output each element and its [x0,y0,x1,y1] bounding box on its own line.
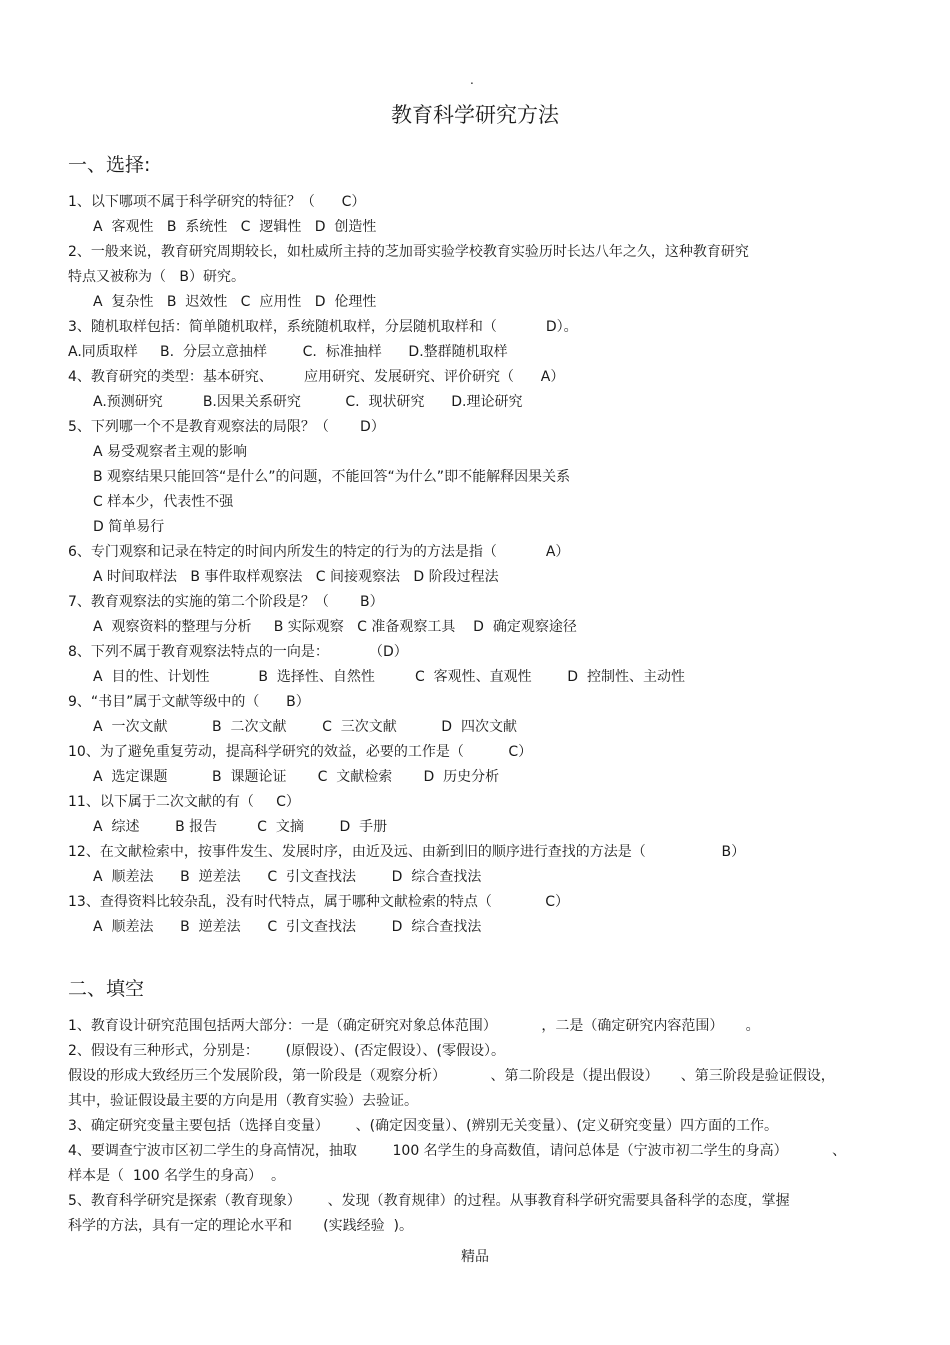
question-line: 13、查得资料比较杂乱，没有时代特点，属于哪种文献检索的特点（ C） [68,894,569,910]
question-line: A 顺差法 B 逆差法 C 引文查找法 D 综合查找法 [93,919,482,935]
question-line: 2、一般来说，教育研究周期较长，如杜威所主持的芝加哥实验学校教育实验历时长达八年之久，这种教育研究 [68,244,749,260]
question-line: 9、“书目”属于文献等级中的（ B） [68,694,310,710]
fill-questions [68,1014,898,1239]
question-line: A 综述 B 报告 C 文摘 D 手册 [93,819,388,835]
section-heading-fill: 二、填空 [68,978,145,1000]
question-line: B 观察结果只能回答“是什么”的问题，不能回答“为什么”即不能解释因果关系 [93,469,571,485]
question-line: C 样本少，代表性不强 [93,494,234,510]
question-line: 假设的形成大致经历三个发展阶段，第一阶段是（观察分析） 、第二阶段是（提出假设） 、第三阶段是验证假设， [68,1068,835,1084]
question-line: 其中，验证假设最主要的方向是用（教育实验）去验证。 [68,1093,418,1109]
question-line: 6、专门观察和记录在特定的时间内所发生的特定的行为的方法是指（ A） [68,544,570,560]
question-line: 3、随机取样包括：简单随机取样，系统随机取样，分层随机取样和（ D）。 [68,319,578,335]
choice-questions [68,190,898,940]
question-line: A 时间取样法 B 事件取样观察法 C 间接观察法 D 阶段过程法 [93,569,499,585]
question-line: 7、教育观察法的实施的第二个阶段是？（ B） [68,594,384,610]
question-line: 11、以下属于二次文献的有（ C） [68,794,300,810]
question-line: 10、为了避免重复劳动，提高科学研究的效益，必要的工作是（ C） [68,744,533,760]
header-dot: . [470,73,474,87]
question-line: 12、在文献检索中，按事件发生、发展时序，由近及远、由新到旧的顺序进行查找的方法是（ B） [68,844,746,860]
question-line: A 易受观察者主观的影响 [93,444,248,460]
question-line: 样本是（ 100 名学生的身高） 。 [68,1168,285,1184]
question-line: 3、确定研究变量主要包括（选择自变量） 、(确定因变量）、(辨别无关变量）、(定义研究变量）四方面的工作。 [68,1118,778,1134]
question-line: 8、下列不属于教育观察法特点的一向是： （D） [68,644,408,660]
question-line: A 一次文献 B 二次文献 C 三次文献 D 四次文献 [93,719,517,735]
question-line: 特点又被称为（ B）研究。 [68,269,245,285]
question-line: 1、教育设计研究范围包括两大部分：一是（确定研究对象总体范围） ，二是（确定研究内容范围） 。 [68,1018,760,1034]
document-title: 教育科学研究方法 [391,103,559,127]
question-line: A 选定课题 B 课题论证 C 文献检索 D 历史分析 [93,769,500,785]
footer-label: 精品 [461,1249,489,1265]
question-line: A.同质取样 B. 分层立意抽样 C. 标准抽样 D.整群随机取样 [68,344,508,360]
section-heading-choice: 一、选择: [68,154,151,176]
question-line: 5、下列哪一个不是教育观察法的局限？（ D） [68,419,385,435]
question-line: 4、要调查宁波市区初二学生的身高情况，抽取 100 名学生的身高数值，请问总体是（宁波市初二学生的身高） 、 [68,1143,847,1159]
question-line: 2、假设有三种形式，分别是： (原假设）、(否定假设）、(零假设）。 [68,1043,505,1059]
question-line: A 客观性 B 系统性 C 逻辑性 D 创造性 [93,219,377,235]
question-line: 科学的方法，具有一定的理论水平和 (实践经验 )。 [68,1218,413,1234]
question-line: A 复杂性 B 迟效性 C 应用性 D 伦理性 [93,294,377,310]
question-line: 4、教育研究的类型：基本研究、 应用研究、发展研究、评价研究（ A） [68,369,565,385]
question-line: A 观察资料的整理与分析 B 实际观察 C 准备观察工具 D 确定观察途径 [93,619,577,635]
question-line: A 顺差法 B 逆差法 C 引文查找法 D 综合查找法 [93,869,482,885]
question-line: A 目的性、计划性 B 选择性、自然性 C 客观性、直观性 D 控制性、主动性 [93,669,685,685]
question-line: D 简单易行 [93,519,165,535]
question-line: 1、以下哪项不属于科学研究的特征？（ C） [68,194,366,210]
question-line: 5、教育科学研究是探索（教育现象） 、发现（教育规律）的过程。从事教育科学研究需要具备科学的态度，掌握 [68,1193,790,1209]
question-line: A.预测研究 B.因果关系研究 C. 现状研究 D.理论研究 [93,394,523,410]
